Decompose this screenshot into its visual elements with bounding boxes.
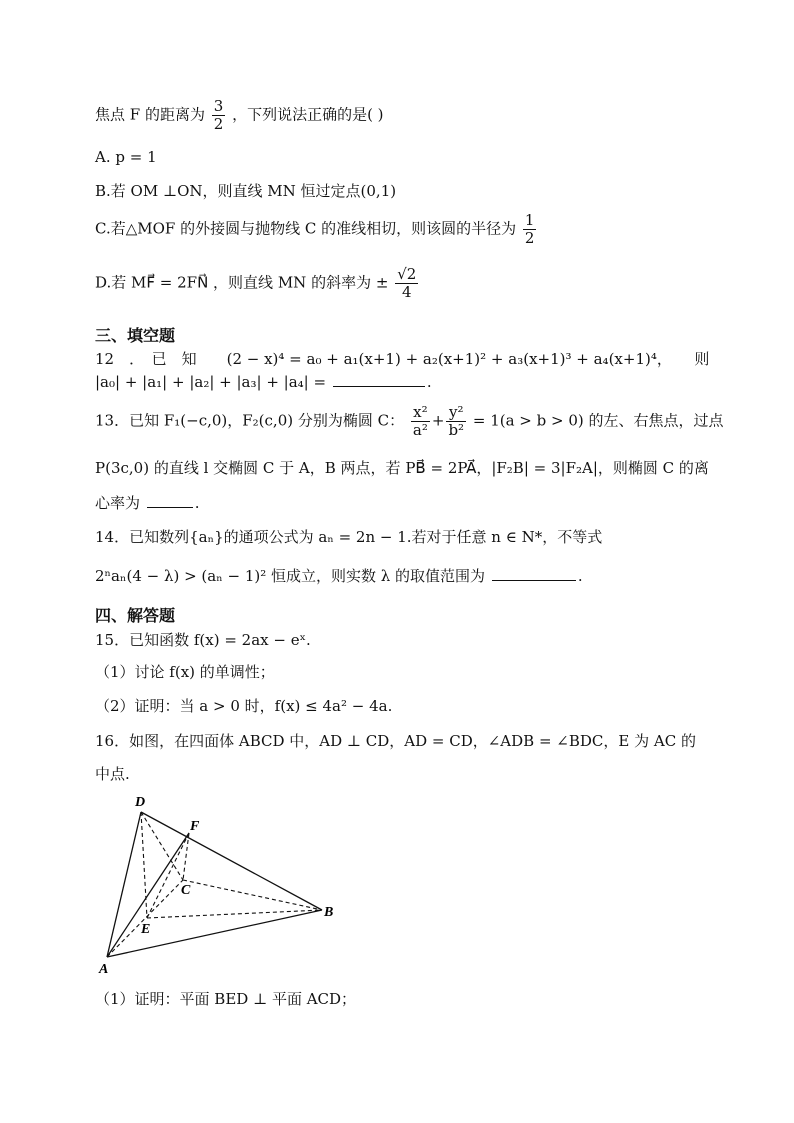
q11-option-b: B.若 OM ⊥ON，则直线 MN 恒过定点(0,1) — [95, 182, 397, 200]
fraction-numerator: x² — [411, 404, 430, 422]
period: . — [577, 567, 583, 585]
answer-blank[interactable] — [147, 506, 193, 508]
q12-line1: 12 ． 已 知 (2 − x)⁴ = a₀ + a₁(x+1) + a₂(x+1)² + a₃(x+1)³ + a₄(x+1)⁴， 则 — [95, 350, 710, 368]
tetrahedron-figure — [95, 790, 355, 980]
plus-sign: + — [431, 411, 445, 430]
q14-line1: 14．已知数列{aₙ}的通项公式为 aₙ = 2n − 1.若对于任意 n ∈ N*，不等式 — [95, 528, 603, 546]
q13-eccentricity-label: 心率为 — [95, 494, 141, 512]
fraction-numerator: √2 — [397, 265, 417, 283]
q15-part1: （1）讨论 f(x) 的单调性； — [95, 663, 275, 681]
q11-stem-text-end: ，下列说法正确的是( ) — [232, 105, 384, 124]
segment-EB — [147, 910, 322, 918]
q11-option-c-fraction — [523, 212, 537, 247]
q11-fraction — [212, 98, 226, 133]
q13-x-fraction — [411, 404, 430, 439]
label-E: E — [141, 922, 151, 937]
fraction-numerator: y² — [446, 404, 466, 422]
fraction-denominator: b² — [448, 421, 465, 439]
period: . — [426, 373, 432, 391]
q11-option-a: A. p = 1 — [95, 148, 157, 166]
fraction-denominator: 4 — [401, 283, 412, 301]
q16-stem-line2: 中点. — [95, 765, 130, 783]
answer-blank[interactable] — [492, 579, 576, 581]
label-B: B — [324, 905, 334, 920]
fraction-numerator: 3 — [213, 97, 224, 115]
q11-option-d — [95, 266, 420, 301]
period: . — [194, 494, 200, 512]
q16-part1: （1）证明：平面 BED ⊥ 平面 ACD； — [95, 990, 357, 1008]
q11-stem-continuation — [95, 98, 384, 133]
q13-y-fraction — [446, 404, 466, 439]
answer-blank[interactable] — [333, 385, 425, 387]
q15-stem: 15．已知函数 f(x) = 2ax − eˣ. — [95, 631, 311, 649]
fraction-denominator: 2 — [213, 115, 224, 133]
edge-CB — [183, 880, 322, 910]
q11-option-c — [95, 212, 538, 247]
fraction-denominator: 2 — [524, 229, 535, 247]
fraction-denominator: a² — [412, 421, 428, 439]
q13-line2: P(3c,0) 的直线 l 交椭圆 C 于 A，B 两点，若 PB⃗ = 2PA⃗，|F₂B| = 3|F₂A|，则椭圆 C 的离 — [95, 459, 709, 477]
q13-text-end: = 1(a > b > 0) 的左、右焦点，过点 — [472, 411, 724, 430]
label-D: D — [135, 795, 146, 810]
section-heading-solution: 四、解答题 — [95, 606, 176, 625]
edge-AB — [107, 910, 322, 957]
q13-line3 — [95, 492, 200, 513]
edge-AF — [107, 833, 189, 957]
q12-line2 — [95, 373, 432, 391]
q11-option-d-text: D.若 MF⃗ = 2FN⃗ ，则直线 MN 的斜率为 ± — [95, 273, 389, 292]
label-A: A — [99, 962, 109, 977]
label-F: F — [190, 819, 200, 834]
segment-EF — [147, 833, 189, 918]
q11-option-c-text: C.若△MOF 的外接圆与抛物线 C 的准线相切，则该圆的半径为 — [95, 219, 517, 238]
q13-line1 — [95, 404, 724, 439]
q14-inequality: 2ⁿaₙ(4 − λ) > (aₙ − 1)² 恒成立，则实数 λ 的取值范围为 — [95, 567, 486, 585]
edge-DC — [141, 812, 183, 880]
fraction-numerator: 1 — [524, 211, 535, 229]
q15-part2: （2）证明：当 a > 0 时，f(x) ≤ 4a² − 4a. — [95, 697, 393, 715]
label-C: C — [181, 883, 191, 898]
q12-abs-sum: |a₀| + |a₁| + |a₂| + |a₃| + |a₄| = — [95, 373, 327, 391]
q14-line2 — [95, 565, 583, 586]
section-heading-fill-blank: 三、填空题 — [95, 326, 176, 345]
q16-stem-line1: 16．如图，在四面体 ABCD 中，AD ⊥ CD，AD = CD，∠ADB = ∠BDC，E 为 AC 的 — [95, 732, 696, 750]
q13-text: 13．已知 F₁(−c,0)，F₂(c,0) 分别为椭圆 C： — [95, 411, 405, 430]
q11-option-d-fraction — [395, 266, 418, 301]
edge-AD — [107, 812, 141, 957]
q11-stem-text: 焦点 F 的距离为 — [95, 105, 205, 124]
